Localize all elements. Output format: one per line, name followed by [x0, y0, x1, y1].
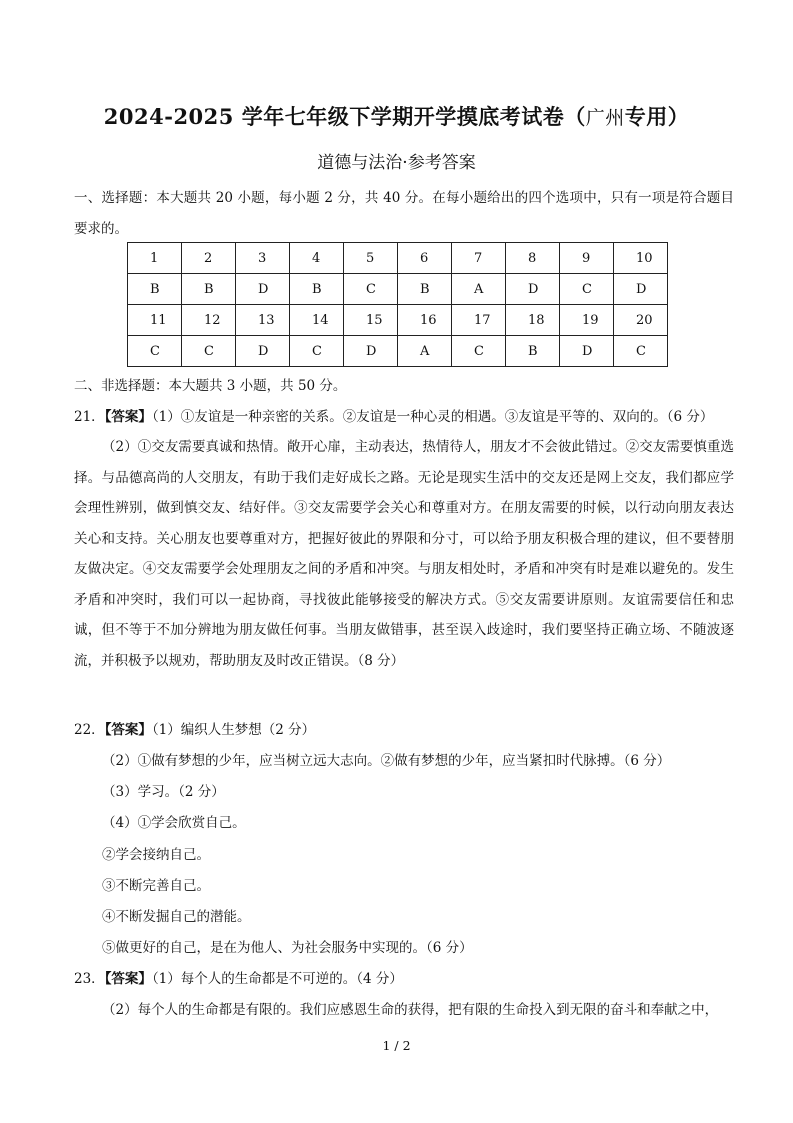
table-cell: 14 [290, 305, 344, 336]
table-row-answers-1 [128, 274, 668, 305]
q23-part-2: （2）每个人的生命都是有限的。我们应感恩生命的获得，把有限的生命投入到无限的奋斗和奉献之中， [102, 1002, 719, 1018]
table-cell: D [560, 336, 614, 367]
table-cell: 2 [182, 243, 236, 274]
table-cell: 19 [560, 305, 614, 336]
table-cell: 11 [128, 305, 182, 336]
q22-number: 22． [74, 722, 105, 738]
table-cell: D [236, 336, 290, 367]
title-region: 广州 [585, 107, 625, 129]
table-cell: B [506, 336, 560, 367]
q22-part-4: （4）①学会欣赏自己。 [102, 815, 246, 831]
table-cell: 9 [560, 243, 614, 274]
table-cell: B [182, 274, 236, 305]
table-cell: D [614, 274, 668, 305]
table-cell: C [560, 274, 614, 305]
q22-part-7: ④不断发掘自己的潜能。 [102, 909, 251, 925]
table-cell: C [614, 336, 668, 367]
q21-part-2: （2）①交友需要真诚和热情。敞开心扉，主动表达，热情待人，朋友才不会彼此错过。②交友需要慎重选择。与品德高尚的人交朋友，有助于我们走好成长之路。无论是现实生活中的交友还是网上交友，我们都应学会理性辨别，做到慎交友、结好伴。③交友需要学会关心和尊重对方。在朋友需要的时候，以行动向朋友表达关心和支持。关心朋友也要尊重对方，把握好彼此的界限和分寸，可以给予朋友积极合理的建议，但不要替朋友做决定。④交友需要学会处理朋友之间的矛盾和冲突。与朋友相处时，矛盾和冲突有时是难以避免的。发生矛盾和冲突时，我们可以一起协商，寻找彼此能够接受的解决方式。⑤交友需要讲原则。友谊需要信任和忠诚，但不等于不加分辨地为朋友做任何事。当朋友做错事，甚至误入歧途时，我们要坚持正确立场、不随波逐流，并积极予以规劝，帮助朋友及时改正错误。（8 分） [74, 439, 734, 669]
table-cell: D [344, 336, 398, 367]
q22-answer-tag: 【答案】 [104, 722, 152, 738]
page-subtitle: 道德与法治·参考答案 [317, 153, 476, 173]
q23-part-1: （1）每个人的生命都是不可逆的。（4 分） [151, 971, 403, 987]
table-cell: 12 [182, 305, 236, 336]
q22-part-3: （3）学习。（2 分） [102, 784, 225, 800]
table-cell: D [506, 274, 560, 305]
table-cell: 20 [614, 305, 668, 336]
table-cell: C [128, 336, 182, 367]
title-main: 2024-2025 学年七年级下学期开学摸底考试卷（ [103, 104, 586, 129]
table-cell: 3 [236, 243, 290, 274]
table-row-answers-2 [128, 336, 668, 367]
answer-table [127, 242, 668, 367]
table-cell: 4 [290, 243, 344, 274]
q22-part-5: ②学会接纳自己。 [102, 847, 210, 863]
table-cell: B [128, 274, 182, 305]
table-cell: 16 [398, 305, 452, 336]
table-cell: 18 [506, 305, 560, 336]
q23-line-1 [74, 969, 403, 989]
table-cell: C [452, 336, 506, 367]
table-cell: C [344, 274, 398, 305]
table-cell: 8 [506, 243, 560, 274]
table-cell: C [182, 336, 236, 367]
q22-part-8: ⑤做更好的自己，是在为他人、为社会服务中实现的。（6 分） [102, 940, 473, 956]
table-cell: C [290, 336, 344, 367]
q22-part-1: （1）编织人生梦想（2 分） [151, 722, 316, 738]
q21-number: 21． [74, 409, 105, 425]
table-row-numbers-1 [128, 243, 668, 274]
q22-part-6: ③不断完善自己。 [102, 878, 210, 894]
table-cell: 5 [344, 243, 398, 274]
table-row-numbers-2 [128, 305, 668, 336]
table-cell: 6 [398, 243, 452, 274]
q22-part-2: （2）①做有梦想的少年，应当树立远大志向。②做有梦想的少年，应当紧扣时代脉搏。（6 分） [102, 753, 671, 769]
page-title [0, 101, 793, 131]
table-cell: B [398, 274, 452, 305]
table-cell: 1 [128, 243, 182, 274]
q23-number: 23． [74, 971, 105, 987]
table-cell: A [452, 274, 506, 305]
table-cell: A [398, 336, 452, 367]
q23-answer-tag: 【答案】 [104, 971, 152, 987]
q21-part-1: （1）①友谊是一种亲密的关系。②友谊是一种心灵的相遇。③友谊是平等的、双向的。（6 分） [151, 409, 714, 425]
page-number: 1 / 2 [382, 1038, 411, 1053]
table-cell: D [236, 274, 290, 305]
table-cell: B [290, 274, 344, 305]
q21-answer-tag: 【答案】 [104, 409, 152, 425]
table-cell: 7 [452, 243, 506, 274]
q21-line-1 [74, 407, 713, 427]
q22-line-1 [74, 720, 315, 740]
table-cell: 17 [452, 305, 506, 336]
section1-heading: 一、选择题：本大题共 20 小题，每小题 2 分，共 40 分。在每小题给出的四个选项中，只有一项是符合题目要求的。 [74, 190, 734, 237]
table-cell: 15 [344, 305, 398, 336]
table-cell: 10 [614, 243, 668, 274]
title-tail: 专用） [624, 104, 690, 129]
section2-heading: 二、非选择题：本大题共 3 小题，共 50 分。 [74, 378, 347, 394]
table-cell: 13 [236, 305, 290, 336]
